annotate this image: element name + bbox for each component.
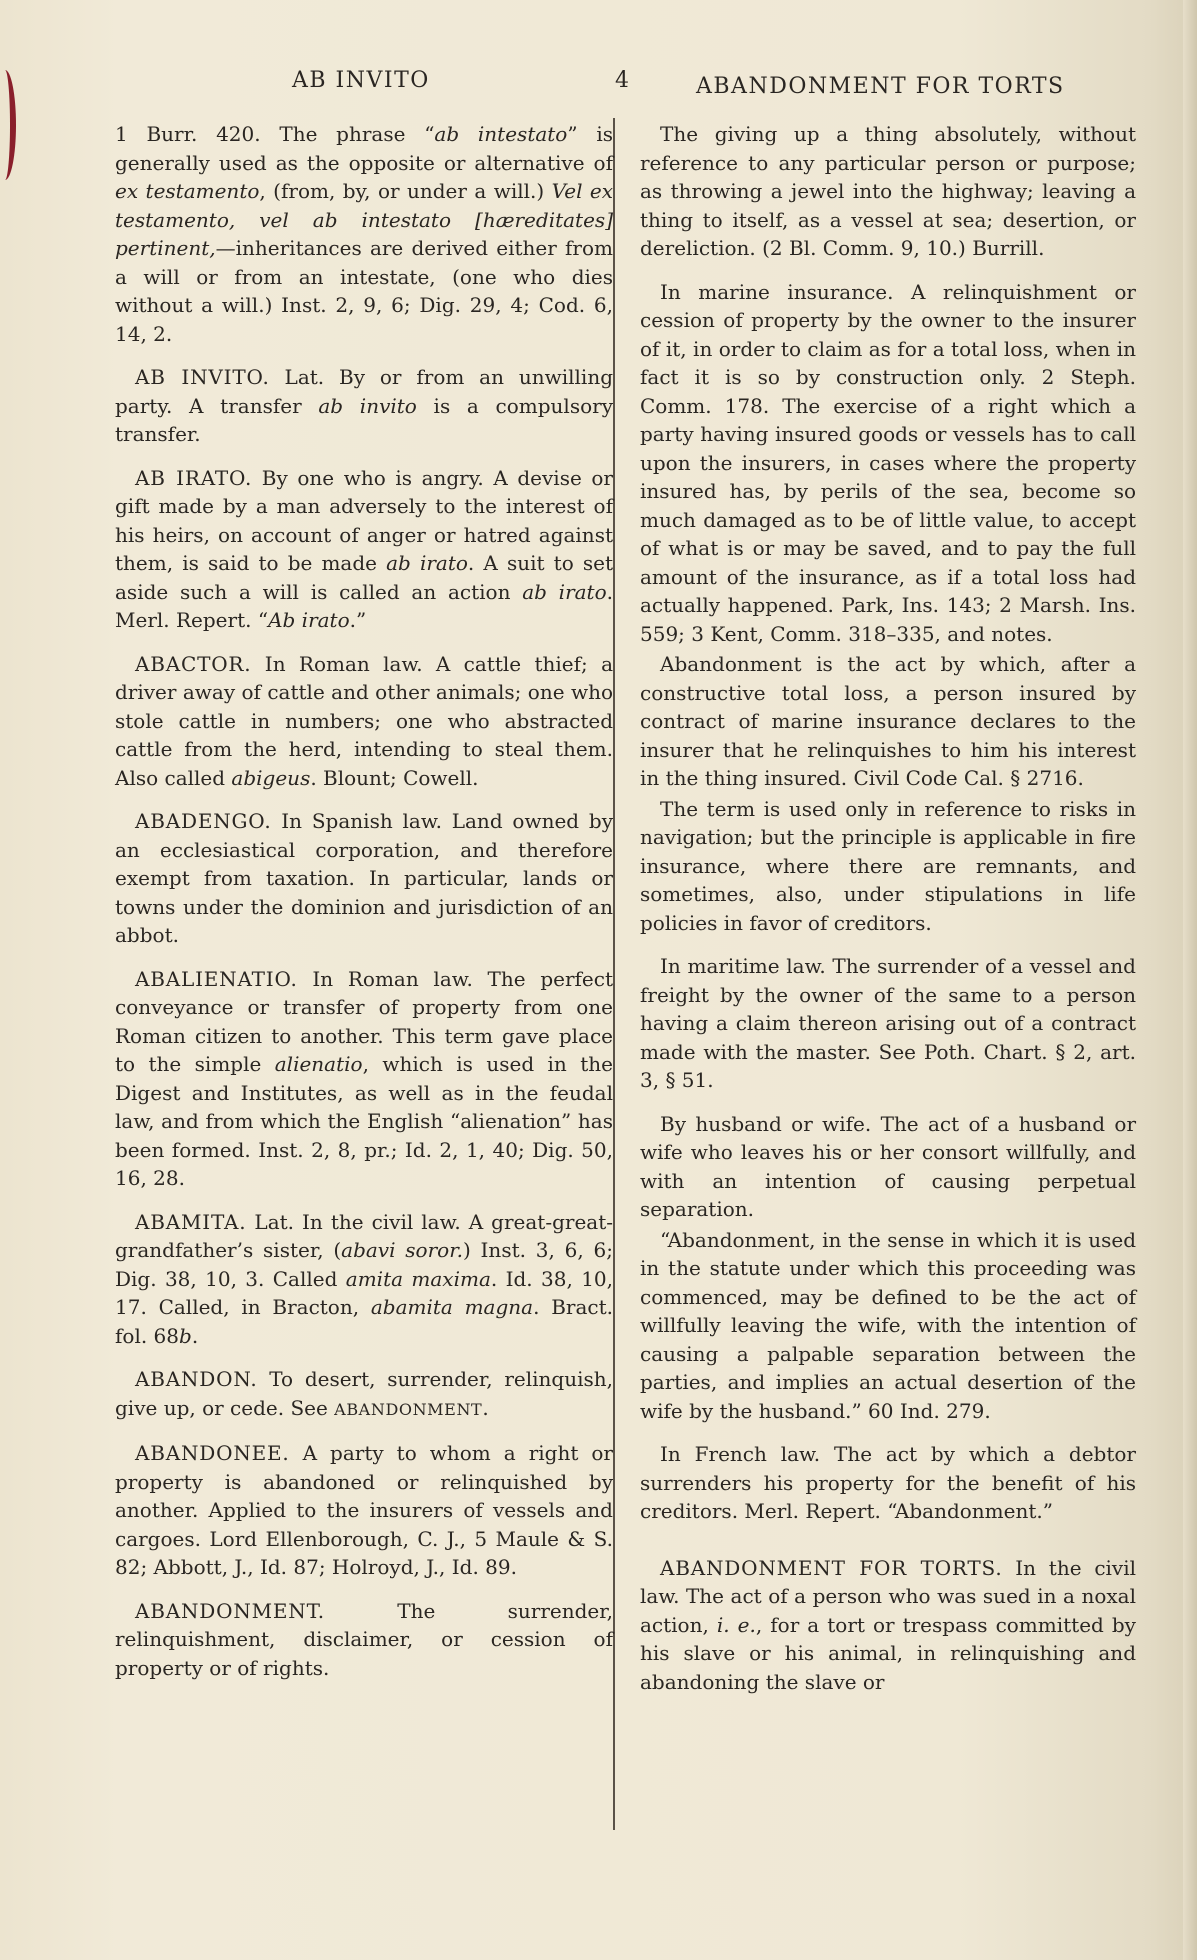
paragraph-statute-quote: “Abandonment, in the sense in which it is used in the statute under which this proceeding was commenced, may be defined to be the act of willfully leaving the wife, with the intention of causing a palpable separation between the parties, and implies an actual desertion of the wife by the husband.” 60 Ind. 279. <box>640 1227 1136 1423</box>
right-column <box>640 120 1136 1711</box>
entry-abandonment-for-torts: ABANDONMENT FOR TORTS. In the civil law. The act of a person who was sued in a noxal action, i. e., for a tort or trespass committed by his slave or his animal, in relinquishing and abandoning the slave or <box>640 1555 1137 1694</box>
header-left-guide-word: AB INVITO <box>292 68 430 93</box>
paragraph-french-law: In French law. The act by which a debtor surrenders his property for the benefit of his creditors. Merl. Repert. “Abandonment.” <box>640 1442 1136 1523</box>
entry-abandon: ABANDON. To desert, surrender, relinquish, give up, or cede. See ABANDONMENT. <box>115 1367 613 1420</box>
entry-abalienatio: ABALIENATIO. In Roman law. The perfect conveyance or transfer of property from one Roman citizen to another. This term gave place to the simple alienatio, which is used in the Digest and Institutes, as well as in the feudal law, and from which the English “alienation” has been formed. Inst. 2, 8, pr.; Id. 2, 1, 40; Dig. 50, 16, 28. <box>115 966 613 1190</box>
entry-abactor: ABACTOR. In Roman law. A cattle thief; a driver away of cattle and other animals; one who stole cattle in numbers; one who abstracted cattle from the herd, intending to steal them. Also called abigeus. Blount; Cowell. <box>115 651 613 790</box>
headword: ABANDONMENT. <box>135 1598 325 1623</box>
page-number: 4 <box>615 68 631 93</box>
paragraph-constructive-loss: Abandonment is the act by which, after a constructive total loss, a person insured by contract of marine insurance declares to the insurer that he relinquishes to him his interest in the thing insured. Civil Code Cal. § 2716. <box>640 652 1136 790</box>
headword: ABALIENATIO. <box>135 966 298 991</box>
headword: ABANDONMENT FOR TORTS. <box>660 1555 1003 1580</box>
headword: ABANDONEE. <box>135 1441 290 1465</box>
entry-abandonee: ABANDONEE. A party to whom a right or property is abandoned or relinquished by another. Applied to the insurers of vessels and cargoes. Lord Ellenborough, C. J., 5 Maule & S. 82; Abbott, J., Id. 87; Holroyd, J., Id. 89. <box>115 1441 613 1579</box>
paragraph-husband-or-wife: By husband or wife. The act of a husband or wife who leaves his or her consort willfully, and with an intention of causing perpetual separation. <box>640 1111 1136 1221</box>
entry-ab-irato: AB IRATO. By one who is angry. A devise or gift made by a man adversely to the interest of his heirs, on account of anger or hatred against them, is said to be made ab irato. A suit to set aside such a will is called an action ab irato. Merl. Repert. “Ab irato.” <box>115 465 614 632</box>
entry-ab-invito: AB INVITO. Lat. By or from an unwilling party. A transfer ab invito is a compulsory transfer. <box>115 365 614 446</box>
column-divider <box>613 118 615 1830</box>
headword: AB INVITO. <box>135 365 270 389</box>
headword: ABANDON. <box>135 1367 258 1391</box>
paragraph-fire-insurance: The term is used only in reference to risks in navigation; but the principle is applicable in fire insurance, where there are remnants, and sometimes, also, under stipulations in life policies in favor of creditors. <box>640 796 1136 935</box>
paragraph-general-sense: The giving up a thing absolutely, without reference to any particular person or purpose; as throwing a jewel into the highway; leaving a thing to itself, as a vessel at sea; desertion, or dereliction. (2 Bl. Comm. 9, 10.) Burrill. <box>640 122 1136 260</box>
headword: ABAMITA. <box>135 1209 247 1234</box>
left-column <box>115 120 613 1697</box>
headword: ABADENGO. <box>135 809 272 833</box>
header-right-guide-word: ABANDONMENT FOR TORTS <box>696 74 1065 99</box>
page-edge-shadow <box>1183 0 1197 1960</box>
paragraph-marine-insurance: In marine insurance. A relinquishment or cession of property by the owner to the insurer of it, in order to claim as for a total loss, when in fact it is so by construction only. 2 Steph. Comm. 178. The exercise of a right which a party having insured goods or vessels has to call upon the insurers, in cases where the property insured has, by perils of the sea, become so much damaged as to be of little value, to accept of what is or may be saved, and to pay the full amount of the insurance, as if a total loss had actually happened. Park, Ins. 143; 2 Marsh. Ins. 559; 3 Kent, Comm. 318–335, and notes. <box>640 279 1136 646</box>
entry-continuation: 1 Burr. 420. The phrase “ab intestato” is generally used as the opposite or alternative of ex testamento, (from, by, or under a will.) Vel ex testamento, vel ab intestato [hæreditates] pertinent,—inheritances are derived either from a will or from an intestate, (one who dies without a will.) Inst. 2, 9, 6; Dig. 29, 4; Cod. 6, 14, 2. <box>115 122 614 346</box>
entry-abadengo: ABADENGO. In Spanish law. Land owned by an ecclesiastical corporation, and therefore exempt from taxation. In particular, lands or towns under the dominion and jurisdiction of an abbot. <box>115 809 613 947</box>
headword: ABACTOR. <box>135 651 252 676</box>
page-edge-mark <box>0 70 16 180</box>
headword: AB IRATO. <box>135 465 253 490</box>
paragraph-maritime-law: In maritime law. The surrender of a vessel and freight by the owner of the same to a person having a claim thereon arising out of a contract made with the master. See Poth. Chart. § 2, art. 3, § 51. <box>640 954 1136 1092</box>
cross-reference: ABANDONMENT <box>334 1399 483 1419</box>
entry-abamita: ABAMITA. Lat. In the civil law. A great-great-grandfather’s sister, (abavi soror.) Inst. 3, 6, 6; Dig. 38, 10, 3. Called amita maxima. Id. 38, 10, 17. Called, in Bracton, abamita magna. Bract. fol. 68b. <box>115 1209 614 1348</box>
entry-abandonment: ABANDONMENT. The surrender, relinquishment, disclaimer, or cession of property or of rights. <box>115 1598 613 1680</box>
running-header <box>100 68 1090 100</box>
